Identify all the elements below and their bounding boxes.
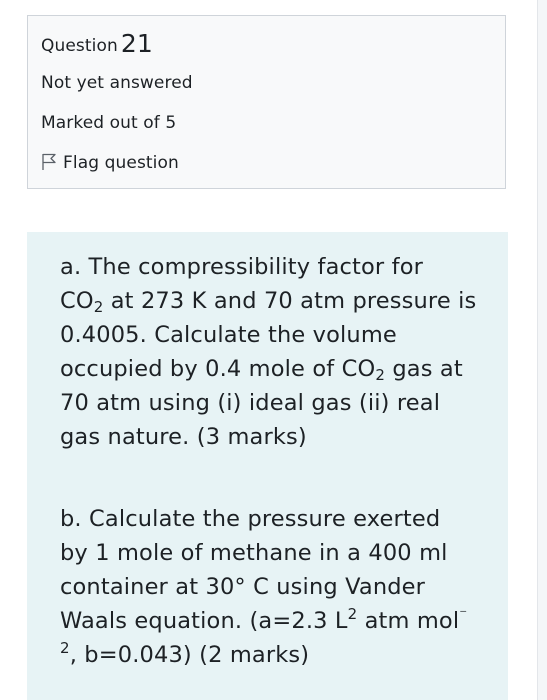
part-a-line: a. The compressibility factor for <box>60 254 424 280</box>
part-b-line: $^2$, b=0.043) (2 marks) <box>60 639 310 668</box>
part-b-line: by 1 mole of methane in a 400 ml <box>60 540 448 566</box>
question-title <box>41 29 153 58</box>
question-number: 21 <box>120 29 153 58</box>
part-b-line: container at 30° C using Vander <box>60 574 426 600</box>
part-a-line: occupied by 0.4 mole of $CO_2$ gas at <box>60 356 463 384</box>
part-a-line: $CO_2$ at 273 K and 70 atm pressure is <box>60 288 477 316</box>
page-edge <box>537 0 547 700</box>
flag-question-link[interactable] <box>41 153 179 173</box>
part-b-line: Waals equation. (a=2.3 $L^2$ atm mol⁻ <box>60 605 468 634</box>
question-part-a <box>60 250 490 454</box>
question-text-panel <box>27 232 508 700</box>
flag-icon <box>41 153 57 171</box>
part-b-line: b. Calculate the pressure exerted <box>60 506 441 532</box>
question-info-panel <box>27 15 506 189</box>
question-state: Not yet answered <box>41 73 193 93</box>
question-part-b <box>60 502 490 672</box>
flag-question-label: Flag question <box>63 153 179 173</box>
part-a-line: gas nature. (3 marks) <box>60 424 307 450</box>
part-a-line: 0.4005. Calculate the volume <box>60 322 397 348</box>
part-a-line: 70 atm using (i) ideal gas (ii) real <box>60 390 441 416</box>
question-label: Question <box>41 36 118 56</box>
question-grade: Marked out of 5 <box>41 113 177 133</box>
